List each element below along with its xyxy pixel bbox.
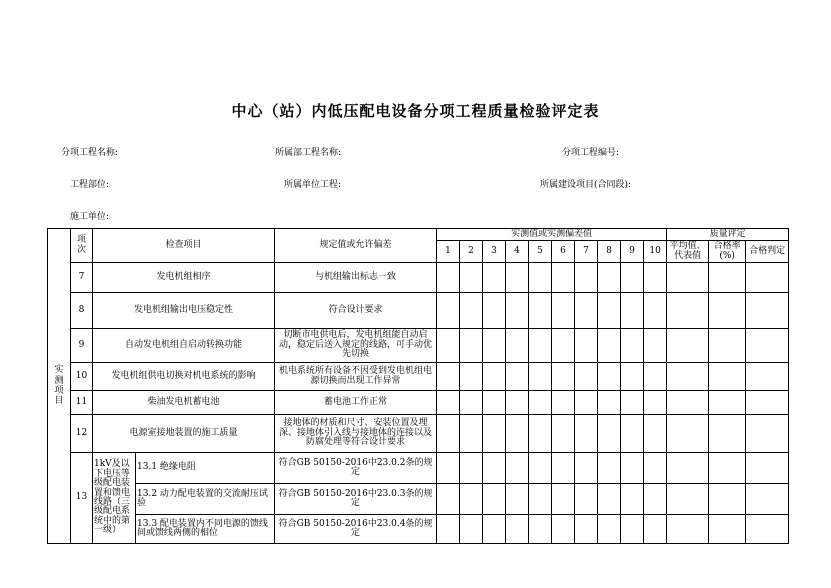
row-item: 13.1 绝缘电阻 (136, 453, 275, 484)
table-row (48, 453, 789, 484)
row-spec: 蓄电池工作正常 (275, 391, 437, 415)
header-col-5: 5 (529, 241, 552, 263)
header-seq: 项次 (71, 229, 93, 263)
row-spec: 机电系统所有设备不因受到发电机组电源切换而出现工作异常 (275, 363, 437, 391)
row-item: 发电机组供电切换对机电系统的影响 (93, 363, 275, 391)
row-spec: 符合GB 50150-2016中23.0.4条的规定 (275, 515, 437, 544)
sub-project-name-label: 分项工程名称: (61, 148, 119, 158)
construction-project-label: 所属建设项目(合同段): (540, 180, 632, 190)
table-row (48, 391, 789, 415)
row-item: 13.2 动力配电装置的交流耐压试验 (136, 484, 275, 515)
unit-project-label: 所属单位工程: (284, 180, 342, 190)
row-spec: 符合设计要求 (275, 293, 437, 329)
table-row (48, 329, 789, 363)
inspection-table (47, 228, 789, 544)
row-item: 13.3 配电装置内不同电源的馈线间或馈线两侧的相位 (136, 515, 275, 544)
header-col-4: 4 (506, 241, 529, 263)
section-label: 实测项目 (54, 365, 64, 407)
header-spec: 规定值或允许偏差 (275, 229, 437, 263)
header-col-8: 8 (598, 241, 621, 263)
table-row (48, 484, 789, 515)
page-title: 中心（站）内低压配电设备分项工程质量检验评定表 (231, 102, 600, 120)
header-col-9: 9 (621, 241, 644, 263)
parent-project-name-label: 所属部工程名称: (275, 148, 342, 158)
header-col-7: 7 (575, 241, 598, 263)
row-seq: 10 (71, 363, 93, 391)
table-row (48, 415, 789, 453)
header-col-3: 3 (483, 241, 506, 263)
header-avg: 平均值、代表值 (667, 241, 709, 263)
table-row (48, 263, 789, 293)
sub-project-code-label: 分项工程编号: (562, 148, 620, 158)
table-row (48, 515, 789, 544)
row-seq: 12 (71, 415, 93, 453)
header-pass-rate: 合格率(%) (709, 241, 746, 263)
header-col-1: 1 (437, 241, 460, 263)
header-measured: 实测值或实测偏差值 (437, 229, 667, 241)
header-quality: 质量评定 (667, 229, 789, 241)
row-seq: 11 (71, 391, 93, 415)
row-seq: 9 (71, 329, 93, 363)
row-spec: 符合GB 50150-2016中23.0.2条的规定 (275, 453, 437, 484)
row-group: 1kV及以下电压等级配电装置和馈电线路（三级配电系统中的第一级） (93, 453, 136, 544)
header-col-2: 2 (460, 241, 483, 263)
row-seq: 8 (71, 293, 93, 329)
construction-unit-label: 施工单位: (70, 212, 110, 222)
row-spec: 切断市电供电后，发电机组能自动启动，稳定后送入规定的线路，可手动优先切换 (275, 329, 437, 363)
section-label-cell (48, 229, 71, 544)
row-item: 柴油发电机蓄电池 (93, 391, 275, 415)
project-location-label: 工程部位: (70, 180, 110, 190)
row-item: 发电机组输出电压稳定性 (93, 293, 275, 329)
header-col-10: 10 (644, 241, 667, 263)
header-item: 检查项目 (93, 229, 275, 263)
row-spec: 与机组输出标志一致 (275, 263, 437, 293)
row-spec: 符合GB 50150-2016中23.0.3条的规定 (275, 484, 437, 515)
row-item: 自动发电机组自启动转换功能 (93, 329, 275, 363)
row-item: 电源室接地装置的施工质量 (93, 415, 275, 453)
header-col-6: 6 (552, 241, 575, 263)
row-seq: 7 (71, 263, 93, 293)
table-row (48, 293, 789, 329)
row-spec: 接地体的材质和尺寸、安装位置及埋深、接地体引入线与接地体的连接以及防腐处理等符合设计要求 (275, 415, 437, 453)
header-judge: 合格判定 (746, 241, 789, 263)
row-seq: 13 (71, 453, 93, 544)
table-row (48, 363, 789, 391)
row-item: 发电机组相序 (93, 263, 275, 293)
